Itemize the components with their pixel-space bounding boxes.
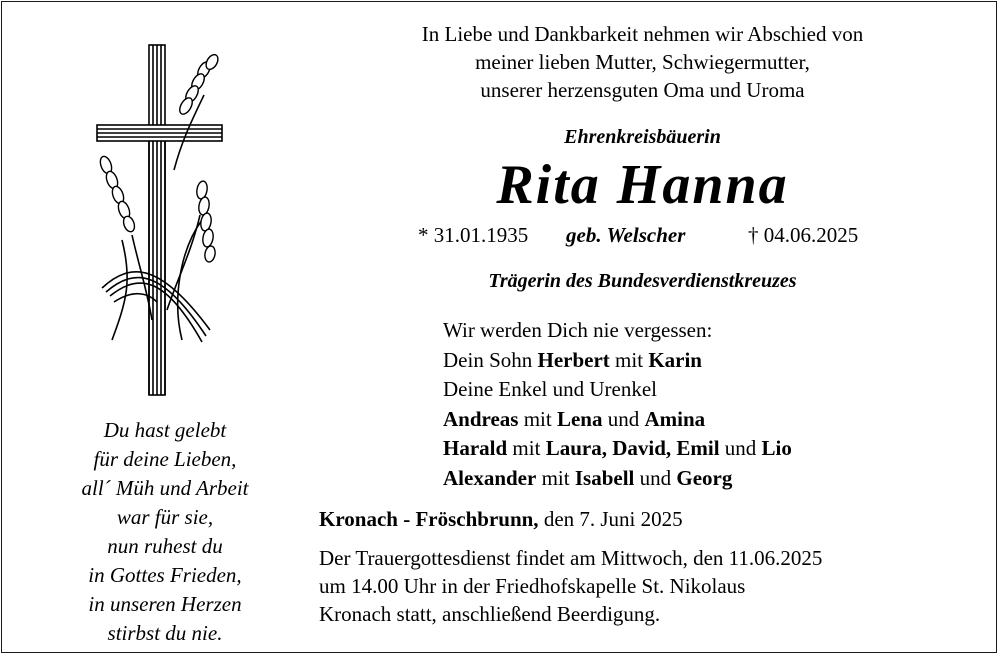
poem-line: für deine Lieben,: [93, 447, 237, 471]
service-line: Kronach statt, anschließend Beerdigung.: [319, 602, 661, 626]
honor-title: Ehrenkreisbäuerin: [564, 126, 721, 148]
poem-line: in Gottes Frieden,: [88, 563, 242, 587]
poem-line: all´ Müh und Arbeit: [81, 476, 249, 500]
family-line: Deine Enkel und Urenkel: [443, 377, 658, 401]
date: den 7. Juni 2025: [538, 507, 683, 531]
cross-with-wheat-icon: [92, 40, 242, 405]
intro-line: unserer herzensguten Oma und Uroma: [480, 78, 805, 102]
service-line: um 14.00 Uhr in der Friedhofskapelle St. Nikolaus: [319, 574, 746, 598]
family-line: Dein Sohn Herbert mit Karin: [443, 347, 702, 372]
poem-line: Du hast gelebt: [103, 418, 227, 442]
poem-line: stirbst du nie.: [107, 621, 223, 645]
family-line: Wir werden Dich nie vergessen:: [443, 318, 713, 342]
service-line: Der Trauergottesdienst findet am Mittwoch, den 11.06.2025: [319, 546, 823, 570]
intro-text: [330, 20, 955, 104]
intro-line: In Liebe und Dankbarkeit nehmen wir Abschied von: [421, 22, 864, 46]
poem-line: war für sie,: [116, 505, 214, 529]
poem-line: in unseren Herzen: [88, 592, 242, 616]
family-line: Alexander mit Isabell und Georg: [443, 465, 733, 490]
place: Kronach - Fröschbrunn,: [319, 507, 539, 531]
place-date: [319, 505, 683, 533]
award-title: Trägerin des Bundesverdienstkreuzes: [488, 270, 797, 292]
family-list: [443, 316, 792, 493]
service-info: [319, 544, 822, 628]
poem-line: nun ruhest du: [107, 534, 223, 558]
maiden-name: geb. Welscher: [566, 223, 686, 247]
family-line: Harald mit Laura, David, Emil und Lio: [443, 436, 792, 460]
poem: [50, 416, 280, 648]
death-date: † 04.06.2025: [748, 223, 859, 247]
family-line: Andreas mit Lena und Amina: [443, 406, 706, 431]
intro-line: meiner lieben Mutter, Schwiegermutter,: [475, 50, 810, 74]
deceased-name: Rita Hanna: [496, 154, 789, 216]
birth-date: * 31.01.1935: [418, 223, 529, 247]
